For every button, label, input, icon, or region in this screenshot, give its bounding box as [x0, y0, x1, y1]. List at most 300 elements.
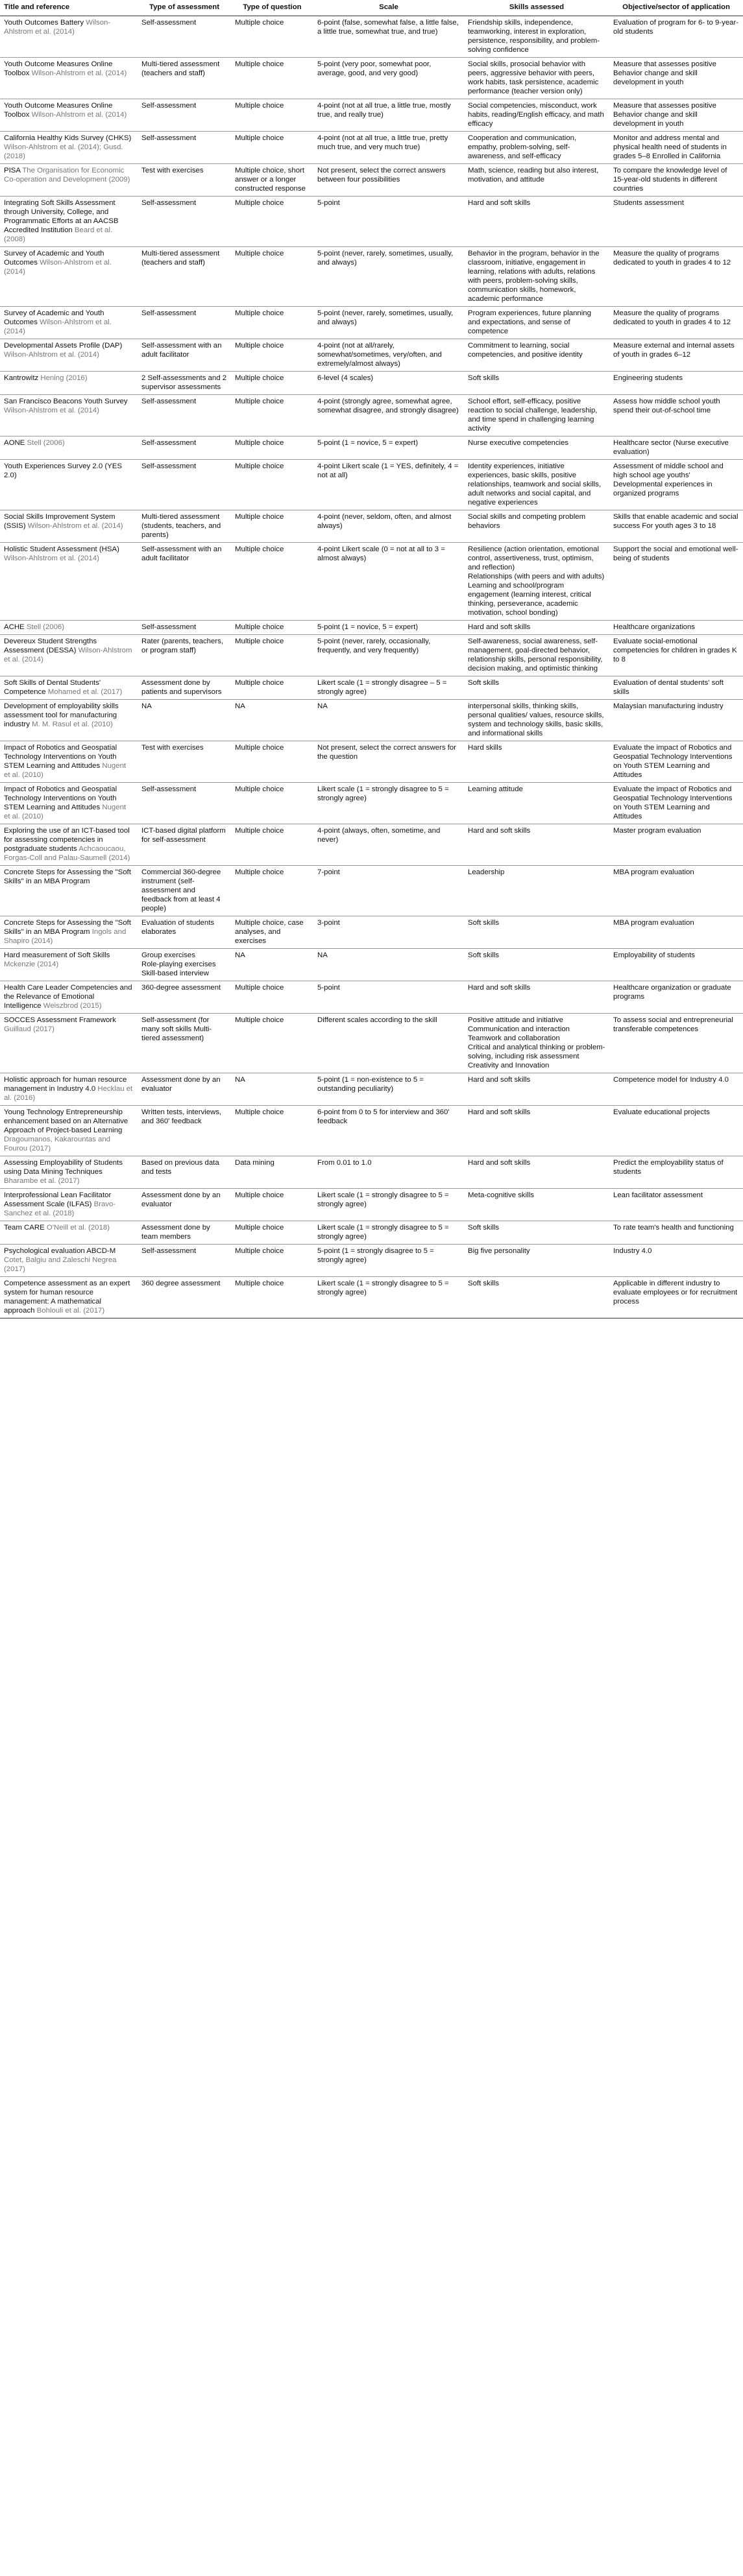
cell-skills: Soft skills: [464, 1221, 609, 1245]
cell-objective: Measure that assesses positive Behavior change and skill development in youth: [609, 99, 743, 132]
cell-question-type: NA: [231, 949, 313, 981]
cell-objective: Evaluation of dental students' soft skills: [609, 676, 743, 700]
cell-skills: Social skills, prosocial behavior with peers, aggressive behavior with peers, work habits, task persistence, academic performance (teacher version only): [464, 58, 609, 99]
cell-title-reference: [0, 339, 138, 372]
cell-assessment-type: Evaluation of students elaborates: [138, 916, 231, 949]
cell-scale: Likert scale (1 = strongly disagree to 5 = strongly agree): [313, 783, 464, 824]
row-reference: Wilson-Ahlstrom et al. (2014): [31, 69, 127, 77]
cell-title-reference: [0, 16, 138, 58]
table-row: [0, 635, 743, 676]
cell-title-reference: [0, 164, 138, 197]
row-title: Soft Skills of Dental Students' Competence: [4, 679, 101, 696]
cell-question-type: Multiple choice: [231, 58, 313, 99]
row-title: Interprofessional Lean Facilitator Assessment Scale (ILFAS): [4, 1191, 112, 1208]
table-row: [0, 949, 743, 981]
cell-question-type: Multiple choice, short answer or a longer constructed response: [231, 164, 313, 197]
cell-question-type: Data mining: [231, 1156, 313, 1189]
table-row: [0, 197, 743, 247]
table-row: [0, 132, 743, 164]
cell-question-type: Multiple choice: [231, 99, 313, 132]
cell-assessment-type: Self-assessment: [138, 1245, 231, 1277]
cell-objective: Measure the quality of programs dedicated to youth in grades 4 to 12: [609, 307, 743, 339]
row-title: Psychological evaluation ABCD-M: [4, 1247, 116, 1255]
cell-question-type: Multiple choice: [231, 783, 313, 824]
cell-title-reference: [0, 783, 138, 824]
cell-objective: Skills that enable academic and social success For youth ages 3 to 18: [609, 510, 743, 543]
row-title: Devereux Student Strengths Assessment (DESSA): [4, 638, 97, 654]
cell-skills: Big five personality: [464, 1245, 609, 1277]
row-reference: Guillaud (2017): [4, 1025, 55, 1033]
table-row: [0, 436, 743, 460]
row-title: California Healthy Kids Survey (CHKS): [4, 134, 132, 142]
cell-title-reference: [0, 676, 138, 700]
row-reference: Bravo-Sanchez et al. (2018): [4, 1200, 116, 1217]
cell-skills: Hard and soft skills: [464, 197, 609, 247]
row-title: Young Technology Entrepreneurship enhancement based on an Alternative Approach of Project-based Learning: [4, 1108, 128, 1134]
cell-scale: 5-point (never, rarely, sometimes, usually, and always): [313, 247, 464, 307]
row-reference: Dragoumanos, Kakarountas and Fourou (2017): [4, 1136, 111, 1152]
row-reference: Wilson-Ahlstrom et al. (2014): [4, 19, 111, 36]
row-reference: Bohlouli et al. (2017): [36, 1307, 105, 1315]
row-reference: Ingols and Shapiro (2014): [4, 928, 127, 945]
cell-title-reference: [0, 1106, 138, 1156]
table-row: [0, 1221, 743, 1245]
cell-title-reference: [0, 621, 138, 635]
cell-skills: Hard skills: [464, 741, 609, 783]
cell-scale: 4-point Likert scale (1 = YES, definitely, 4 = not at all): [313, 460, 464, 510]
row-title: AONE: [4, 439, 27, 447]
cell-objective: Evaluation of program for 6- to 9-year-old students: [609, 16, 743, 58]
row-title: Integrating Soft Skills Assessment through University, College, and Programmatic Efforts at an AACSB Accredited Institution: [4, 199, 119, 234]
row-title: Youth Outcome Measures Online Toolbox: [4, 60, 113, 77]
cell-objective: Applicable in different industry to evaluate employees or for recruitment process: [609, 1277, 743, 1318]
row-reference: Wilson-Ahlstrom et al. (2014): [4, 407, 99, 414]
cell-assessment-type: Self-assessment: [138, 783, 231, 824]
cell-title-reference: [0, 132, 138, 164]
cell-assessment-type: Assessment done by patients and supervisors: [138, 676, 231, 700]
cell-question-type: Multiple choice: [231, 247, 313, 307]
cell-scale: 4-point (not at all/rarely, somewhat/sometimes, very/often, and extremely/almost always): [313, 339, 464, 372]
cell-objective: Predict the employability status of students: [609, 1156, 743, 1189]
cell-objective: To rate team's health and functioning: [609, 1221, 743, 1245]
cell-objective: Industry 4.0: [609, 1245, 743, 1277]
cell-title-reference: [0, 824, 138, 866]
cell-question-type: Multiple choice: [231, 307, 313, 339]
cell-title-reference: [0, 372, 138, 395]
table-row: [0, 1106, 743, 1156]
table-row: [0, 824, 743, 866]
cell-skills: Nurse executive competencies: [464, 436, 609, 460]
row-title: PISA: [4, 167, 23, 174]
row-title: Impact of Robotics and Geospatial Technology Interventions on Youth STEM Learning and Attitudes: [4, 744, 117, 770]
table-row: [0, 1156, 743, 1189]
table-row: [0, 339, 743, 372]
row-title: Youth Outcomes Battery: [4, 19, 86, 27]
cell-skills: Program experiences, future planning and expectations, and sense of competence: [464, 307, 609, 339]
cell-skills: Hard and soft skills: [464, 621, 609, 635]
cell-objective: Evaluate educational projects: [609, 1106, 743, 1156]
cell-skills: interpersonal skills, thinking skills, personal qualities/ values, resource skills, system and technology skills, basic skills, and informational skills: [464, 700, 609, 741]
cell-skills: Soft skills: [464, 372, 609, 395]
cell-scale: 7-point: [313, 866, 464, 916]
cell-title-reference: [0, 247, 138, 307]
cell-assessment-type: 360 degree assessment: [138, 1277, 231, 1318]
cell-scale: 6-point from 0 to 5 for interview and 360' feedback: [313, 1106, 464, 1156]
table-row: [0, 1073, 743, 1106]
table-row: [0, 1277, 743, 1318]
cell-objective: Evaluate social-emotional competencies for children in grades K to 8: [609, 635, 743, 676]
cell-title-reference: [0, 1277, 138, 1318]
cell-question-type: Multiple choice: [231, 460, 313, 510]
cell-assessment-type: Based on previous data and tests: [138, 1156, 231, 1189]
cell-skills: Hard and soft skills: [464, 1156, 609, 1189]
cell-objective: Engineering students: [609, 372, 743, 395]
cell-title-reference: [0, 949, 138, 981]
cell-skills: Resilience (action orientation, emotional control, assertiveness, trust, optimism, and reflection) Relationships (with peers and with adults) Learning and school/program engagement (learning interest, critical thinking, perseverance, academic motivation, school bonding): [464, 543, 609, 621]
cell-question-type: Multiple choice: [231, 1189, 313, 1221]
cell-skills: Friendship skills, independence, teamworking, interest in exploration, persistence, responsibility, and problem-solving confidence: [464, 16, 609, 58]
cell-assessment-type: Multi-tiered assessment (teachers and staff): [138, 58, 231, 99]
cell-question-type: Multiple choice: [231, 436, 313, 460]
cell-scale: 4-point (not at all true, a little true, mostly true, and really true): [313, 99, 464, 132]
cell-assessment-type: Self-assessment: [138, 307, 231, 339]
cell-title-reference: [0, 866, 138, 916]
cell-question-type: Multiple choice: [231, 1014, 313, 1073]
cell-question-type: Multiple choice: [231, 395, 313, 436]
cell-question-type: Multiple choice: [231, 16, 313, 58]
cell-assessment-type: Multi-tiered assessment (teachers and staff): [138, 247, 231, 307]
cell-skills: Learning attitude: [464, 783, 609, 824]
row-title: Youth Outcome Measures Online Toolbox: [4, 102, 113, 119]
table-row: [0, 58, 743, 99]
cell-assessment-type: Self-assessment: [138, 436, 231, 460]
table-row: [0, 1014, 743, 1073]
row-reference: Wilson-Ahlstrom et al. (2014): [4, 318, 112, 335]
cell-scale: Not present, select the correct answers between four possibilities: [313, 164, 464, 197]
cell-assessment-type: 360-degree assessment: [138, 981, 231, 1014]
cell-scale: 6-point (false, somewhat false, a little false, a little true, somewhat true, and true): [313, 16, 464, 58]
row-reference: M. M. Rasul et al. (2010): [32, 721, 113, 728]
cell-title-reference: [0, 1014, 138, 1073]
row-reference: The Organisation for Economic Co-operation and Development (2009): [4, 167, 130, 184]
header-scale: Scale: [313, 0, 464, 16]
cell-scale: 5-point: [313, 981, 464, 1014]
cell-scale: 5-point (1 = novice, 5 = expert): [313, 621, 464, 635]
row-reference: Cotet, Balgiu and Zaleschi Negrea (2017): [4, 1256, 117, 1273]
cell-title-reference: [0, 1156, 138, 1189]
cell-objective: Assessment of middle school and high school age youths' Developmental experiences in organized programs: [609, 460, 743, 510]
cell-title-reference: [0, 543, 138, 621]
cell-title-reference: [0, 510, 138, 543]
cell-question-type: Multiple choice: [231, 132, 313, 164]
row-title: Concrete Steps for Assessing the "Soft Skills" in an MBA Program: [4, 868, 131, 885]
cell-title-reference: [0, 460, 138, 510]
header-question: Type of question: [231, 0, 313, 16]
cell-objective: Evaluate the impact of Robotics and Geospatial Technology Interventions on Youth STEM Learning and Attitudes: [609, 783, 743, 824]
cell-skills: Positive attitude and initiative Communication and interaction Teamwork and collaboration Critical and analytical thinking or problem-solving, including risk assessment Creativity and Innovation: [464, 1014, 609, 1073]
row-reference: Hecklau et al. (2016): [4, 1085, 133, 1102]
cell-question-type: NA: [231, 700, 313, 741]
row-title: Hard measurement of Soft Skills: [4, 951, 110, 959]
table-row: [0, 621, 743, 635]
cell-question-type: Multiple choice: [231, 1277, 313, 1318]
cell-question-type: Multiple choice: [231, 1221, 313, 1245]
cell-skills: Leadership: [464, 866, 609, 916]
cell-objective: Students assessment: [609, 197, 743, 247]
row-title: Youth Experiences Survey 2.0 (YES 2.0): [4, 462, 122, 479]
header-skills: Skills assessed: [464, 0, 609, 16]
row-reference: Wilson-Ahlstrom et al. (2014): [4, 555, 99, 562]
cell-title-reference: [0, 916, 138, 949]
cell-scale: From 0.01 to 1.0: [313, 1156, 464, 1189]
cell-title-reference: [0, 436, 138, 460]
cell-skills: Meta-cognitive skills: [464, 1189, 609, 1221]
cell-scale: Different scales according to the skill: [313, 1014, 464, 1073]
cell-skills: Hard and soft skills: [464, 1106, 609, 1156]
row-reference: Hening (2016): [40, 374, 88, 382]
cell-skills: Behavior in the program, behavior in the classroom, initiative, engagement in learning, relations with adults, relations with peers, problem-solving skills, communication skills, homework, academic performance: [464, 247, 609, 307]
cell-assessment-type: NA: [138, 700, 231, 741]
cell-title-reference: [0, 197, 138, 247]
cell-assessment-type: Group exercises Role-playing exercises Skill-based interview: [138, 949, 231, 981]
row-reference: Beard et al. (2008): [4, 226, 113, 243]
row-reference: Wilson-Ahlstrom et al. (2014): [27, 522, 123, 530]
row-title: Kantrowitz: [4, 374, 41, 382]
cell-scale: 4-point (strongly agree, somewhat agree, somewhat disagree, and strongly disagree): [313, 395, 464, 436]
cell-skills: Hard and soft skills: [464, 824, 609, 866]
cell-objective: Healthcare organization or graduate programs: [609, 981, 743, 1014]
cell-scale: 5-point (1 = non-existence to 5 = outstanding peculiarity): [313, 1073, 464, 1106]
cell-objective: Monitor and address mental and physical health need of students in grades 5–8 Enrolled in California: [609, 132, 743, 164]
cell-skills: Soft skills: [464, 1277, 609, 1318]
cell-title-reference: [0, 1245, 138, 1277]
table-row: [0, 783, 743, 824]
cell-assessment-type: Self-assessment (for many soft skills Multi-tiered assessment): [138, 1014, 231, 1073]
row-reference: Wilson-Ahlstrom et al. (2014): [4, 259, 112, 276]
cell-assessment-type: Self-assessment: [138, 395, 231, 436]
cell-skills: Social skills and competing problem behaviors: [464, 510, 609, 543]
cell-assessment-type: Test with exercises: [138, 164, 231, 197]
cell-assessment-type: Rater (parents, teachers, or program staff): [138, 635, 231, 676]
table-row: [0, 676, 743, 700]
row-reference: Wilson-Ahlstrom et al. (2014): [4, 351, 99, 359]
cell-objective: Lean facilitator assessment: [609, 1189, 743, 1221]
cell-assessment-type: 2 Self-assessments and 2 supervisor assessments: [138, 372, 231, 395]
cell-objective: Measure the quality of programs dedicated to youth in grades 4 to 12: [609, 247, 743, 307]
cell-objective: Healthcare organizations: [609, 621, 743, 635]
cell-question-type: Multiple choice: [231, 510, 313, 543]
table-row: [0, 741, 743, 783]
cell-skills: Soft skills: [464, 916, 609, 949]
row-reference: Nugent et al. (2010): [4, 762, 127, 779]
cell-skills: Cooperation and communication, empathy, problem-solving, self-awareness, and self-efficacy: [464, 132, 609, 164]
row-reference: Wilson-Ahlstrom et al. (2014); Gusd. (2018): [4, 143, 123, 160]
cell-assessment-type: Self-assessment: [138, 621, 231, 635]
cell-title-reference: [0, 1189, 138, 1221]
cell-scale: Likert scale (1 = strongly disagree to 5 = strongly agree): [313, 1277, 464, 1318]
table-row: [0, 307, 743, 339]
cell-scale: 5-point (1 = novice, 5 = expert): [313, 436, 464, 460]
row-reference: Achcaoucaou, Forgas-Coll and Palau-Saumell (2014): [4, 845, 130, 862]
cell-title-reference: [0, 981, 138, 1014]
row-title: ACHE: [4, 623, 27, 631]
cell-scale: NA: [313, 700, 464, 741]
cell-question-type: Multiple choice: [231, 372, 313, 395]
cell-skills: Commitment to learning, social competencies, and positive identity: [464, 339, 609, 372]
cell-scale: 6-level (4 scales): [313, 372, 464, 395]
table-row: [0, 866, 743, 916]
row-reference: Stell (2006): [27, 439, 65, 447]
cell-skills: Social competencies, misconduct, work habits, reading/English efficacy, and math efficacy: [464, 99, 609, 132]
header-objective: Objective/sector of application: [609, 0, 743, 16]
cell-question-type: Multiple choice: [231, 635, 313, 676]
row-title: Survey of Academic and Youth Outcomes: [4, 309, 104, 326]
row-reference: O'Neill et al. (2018): [46, 1224, 110, 1232]
cell-scale: NA: [313, 949, 464, 981]
row-title: Social Skills Improvement System (SSIS): [4, 513, 116, 530]
cell-objective: Employability of students: [609, 949, 743, 981]
cell-scale: 5-point (never, rarely, sometimes, usually, and always): [313, 307, 464, 339]
cell-title-reference: [0, 635, 138, 676]
cell-title-reference: [0, 700, 138, 741]
cell-question-type: Multiple choice: [231, 741, 313, 783]
cell-assessment-type: Self-assessment: [138, 16, 231, 58]
cell-assessment-type: Self-assessment: [138, 197, 231, 247]
cell-assessment-type: Self-assessment: [138, 460, 231, 510]
row-title: Health Care Leader Competencies and the Relevance of Emotional Intelligence: [4, 984, 132, 1010]
row-reference: Weiszbrod (2015): [43, 1002, 102, 1010]
cell-scale: 5-point (never, rarely, occasionally, frequently, and very frequently): [313, 635, 464, 676]
row-title: Impact of Robotics and Geospatial Technology Interventions on Youth STEM Learning and Attitudes: [4, 785, 117, 811]
table-row: [0, 99, 743, 132]
row-title: Exploring the use of an ICT-based tool for assessing competencies in postgraduate students: [4, 827, 130, 853]
cell-skills: Soft skills: [464, 949, 609, 981]
header-type: Type of assessment: [138, 0, 231, 16]
row-reference: Wilson-Ahlstrom et al. (2014): [31, 111, 127, 119]
cell-objective: Measure that assesses positive Behavior change and skill development in youth: [609, 58, 743, 99]
cell-scale: 5-point (very poor, somewhat poor, average, good, and very good): [313, 58, 464, 99]
row-title: Holistic approach for human resource management in Industry 4.0: [4, 1076, 127, 1093]
cell-assessment-type: Self-assessment with an adult facilitator: [138, 339, 231, 372]
cell-scale: 5-point (1 = strongly disagree to 5 = strongly agree): [313, 1245, 464, 1277]
cell-objective: Support the social and emotional well-being of students: [609, 543, 743, 621]
cell-objective: Master program evaluation: [609, 824, 743, 866]
cell-title-reference: [0, 741, 138, 783]
cell-question-type: Multiple choice: [231, 676, 313, 700]
cell-question-type: Multiple choice: [231, 1245, 313, 1277]
table-row: [0, 372, 743, 395]
cell-title-reference: [0, 1073, 138, 1106]
cell-title-reference: [0, 99, 138, 132]
cell-assessment-type: ICT-based digital platform for self-assessment: [138, 824, 231, 866]
cell-question-type: Multiple choice: [231, 197, 313, 247]
cell-scale: 4-point (not at all true, a little true, pretty much true, and very much true): [313, 132, 464, 164]
cell-scale: 4-point Likert scale (0 = not at all to 3 = almost always): [313, 543, 464, 621]
table-row: [0, 1189, 743, 1221]
cell-question-type: Multiple choice, case analyses, and exercises: [231, 916, 313, 949]
cell-objective: Evaluate the impact of Robotics and Geospatial Technology Interventions on Youth STEM Learning and Attitudes: [609, 741, 743, 783]
cell-title-reference: [0, 307, 138, 339]
table-body: [0, 16, 743, 1318]
table-row: [0, 700, 743, 741]
row-reference: Stell (2006): [26, 623, 65, 631]
cell-objective: To assess social and entrepreneurial transferable competences: [609, 1014, 743, 1073]
cell-assessment-type: Multi-tiered assessment (students, teachers, and parents): [138, 510, 231, 543]
cell-scale: 4-point (always, often, sometime, and never): [313, 824, 464, 866]
row-title: Holistic Student Assessment (HSA): [4, 545, 119, 553]
table-row: [0, 460, 743, 510]
table-row: [0, 164, 743, 197]
cell-question-type: Multiple choice: [231, 981, 313, 1014]
cell-objective: MBA program evaluation: [609, 916, 743, 949]
cell-objective: Measure external and internal assets of youth in grades 6–12: [609, 339, 743, 372]
cell-assessment-type: Test with exercises: [138, 741, 231, 783]
cell-question-type: Multiple choice: [231, 621, 313, 635]
row-reference: Wilson-Ahlstrom et al. (2014): [4, 647, 132, 663]
cell-title-reference: [0, 58, 138, 99]
header-row: [0, 0, 743, 16]
cell-question-type: Multiple choice: [231, 866, 313, 916]
row-reference: Mckenzie (2014): [4, 960, 59, 968]
cell-objective: Competence model for Industry 4.0: [609, 1073, 743, 1106]
cell-title-reference: [0, 395, 138, 436]
cell-title-reference: [0, 1221, 138, 1245]
header-title: Title and reference: [0, 0, 138, 16]
row-title: Development of employability skills assessment tool for manufacturing industry: [4, 702, 119, 728]
cell-assessment-type: Self-assessment with an adult facilitator: [138, 543, 231, 621]
row-title: Team CARE: [4, 1224, 47, 1232]
row-reference: Bharambe et al. (2017): [4, 1177, 80, 1185]
cell-skills: Hard and soft skills: [464, 1073, 609, 1106]
cell-objective: Assess how middle school youth spend their out-of-school time: [609, 395, 743, 436]
row-title: San Francisco Beacons Youth Survey: [4, 398, 128, 405]
cell-skills: Soft skills: [464, 676, 609, 700]
table-row: [0, 16, 743, 58]
cell-scale: 3-point: [313, 916, 464, 949]
table-row: [0, 1245, 743, 1277]
cell-skills: School effort, self-efficacy, positive reaction to social challenge, leadership, and time spend in challenging learning activity: [464, 395, 609, 436]
cell-assessment-type: Assessment done by an evaluator: [138, 1073, 231, 1106]
table-header: [0, 0, 743, 16]
cell-assessment-type: Self-assessment: [138, 99, 231, 132]
cell-scale: Likert scale (1 = strongly disagree to 5 = strongly agree): [313, 1189, 464, 1221]
cell-skills: Identity experiences, initiative experiences, basic skills, positive relationships, teamwork and social skills, adult networks and social capital, and negative experiences: [464, 460, 609, 510]
table-row: [0, 395, 743, 436]
row-title: Developmental Assets Profile (DAP): [4, 342, 123, 350]
cell-question-type: NA: [231, 1073, 313, 1106]
cell-question-type: Multiple choice: [231, 1106, 313, 1156]
cell-skills: Math, science, reading but also interest, motivation, and attitude: [464, 164, 609, 197]
cell-skills: Self-awareness, social awareness, self-management, goal-directed behavior, relationship skills, personal responsibility, decision making, and optimistic thinking: [464, 635, 609, 676]
cell-objective: Healthcare sector (Nurse executive evaluation): [609, 436, 743, 460]
cell-scale: 4-point (never, seldom, often, and almost always): [313, 510, 464, 543]
table-row: [0, 981, 743, 1014]
cell-scale: 5-point: [313, 197, 464, 247]
row-title: Survey of Academic and Youth Outcomes: [4, 250, 104, 267]
cell-question-type: Multiple choice: [231, 543, 313, 621]
cell-objective: MBA program evaluation: [609, 866, 743, 916]
row-reference: Mohamed et al. (2017): [47, 688, 123, 696]
cell-assessment-type: Assessment done by team members: [138, 1221, 231, 1245]
row-title: Competence assessment as an expert system for human resource management: A mathematical approach: [4, 1280, 130, 1315]
cell-assessment-type: Assessment done by an evaluator: [138, 1189, 231, 1221]
table-row: [0, 247, 743, 307]
cell-scale: Likert scale (1 = strongly disagree – 5 = strongly agree): [313, 676, 464, 700]
cell-skills: Hard and soft skills: [464, 981, 609, 1014]
row-title: Assessing Employability of Students using Data Mining Techniques: [4, 1159, 123, 1176]
cell-assessment-type: Self-assessment: [138, 132, 231, 164]
cell-scale: Not present, select the correct answers for the question: [313, 741, 464, 783]
